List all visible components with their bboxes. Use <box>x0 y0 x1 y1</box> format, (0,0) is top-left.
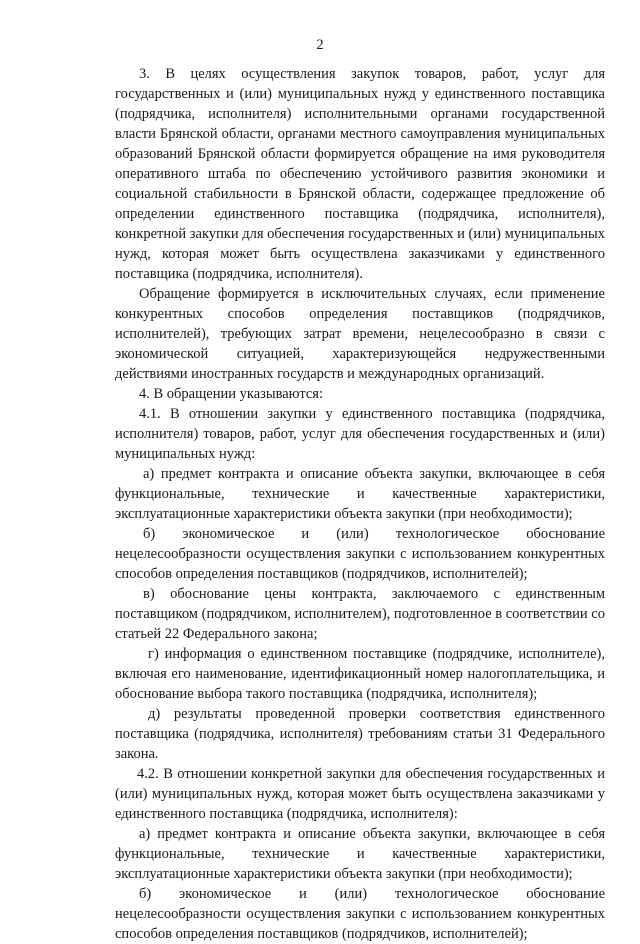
paragraph-4: 4. В обращении указываются: <box>139 386 323 402</box>
paragraph-4-1-b: б) экономическое и (или) технологическое обоснование нецелесообразности осуществления закупки с использованием конкурентных способов определения поставщиков (подрядчиков, исполнителей); <box>115 526 605 582</box>
paragraph-4-1-d: д) результаты проведенной проверки соответствия единственного поставщика (подрядчика, исполнителя) требованиям статьи 31 Федерального закона. <box>115 706 605 762</box>
paragraph-4-2-a: а) предмет контракта и описание объекта закупки, включающее в себя функциональные, технические и качественные характеристики, эксплуатационные характеристики объекта закупки (при необходимости); <box>115 826 605 882</box>
document-body <box>115 64 605 944</box>
paragraph-3: 3. В целях осуществления закупок товаров, работ, услуг для государственных и (или) муниципальных нужд у единственного поставщика (подрядчика, исполнителя) исполнительными органами государственной власти Брянской области, органами местного самоуправления муниципальных образований Брянской области формируется обращение на имя руководителя оперативного штаба по обеспечению устойчивого развития экономики и социальной стабильности в Брянской области, содержащее предложение об определении единственного поставщика (подрядчика, исполнителя), конкретной закупки для обеспечения государственных и (или) муниципальных нужд, которая может быть осуществлена заказчиками у единственного поставщика (подрядчика, исполнителя). <box>115 66 605 282</box>
paragraph-4-1-g: г) информация о единственном поставщике (подрядчике, исполнителе), включая его наименование, идентификационный номер налогоплательщика, и обоснование выбора такого поставщика (подрядчика, исполнителя); <box>115 646 605 702</box>
paragraph-4-1-a: а) предмет контракта и описание объекта закупки, включающее в себя функциональные, технические и качественные характеристики, эксплуатационные характеристики объекта закупки (при необходимости); <box>115 466 605 522</box>
paragraph-4-2: 4.2. В отношении конкретной закупки для обеспечения государственных и (или) муниципальных нужд, которая может быть осуществлена заказчиками у единственного поставщика (подрядчика, исполнителя): <box>115 766 605 822</box>
paragraph-appeal-conditions: Обращение формируется в исключительных случаях, если применение конкурентных способов определения поставщиков (подрядчиков, исполнителей), требующих затрат времени, нецелесообразно в связи с экономической ситуацией, характеризующейся недружественными действиями иностранных государств и международных организаций. <box>115 286 605 382</box>
paragraph-4-1-v: в) обоснование цены контракта, заключаемого с единственным поставщиком (подрядчиком, исполнителем), подготовленное в соответствии со статьей 22 Федерального закона; <box>115 586 605 642</box>
paragraph-4-2-b: б) экономическое и (или) технологическое обоснование нецелесообразности осуществления закупки с использованием конкурентных способов определения поставщиков (подрядчиков, исполнителей); <box>115 886 605 942</box>
paragraph-4-1: 4.1. В отношении закупки у единственного поставщика (подрядчика, исполнителя) товаров, работ, услуг для обеспечения государственных и (или) муниципальных нужд: <box>115 406 605 462</box>
page-number: 2 <box>316 37 324 53</box>
